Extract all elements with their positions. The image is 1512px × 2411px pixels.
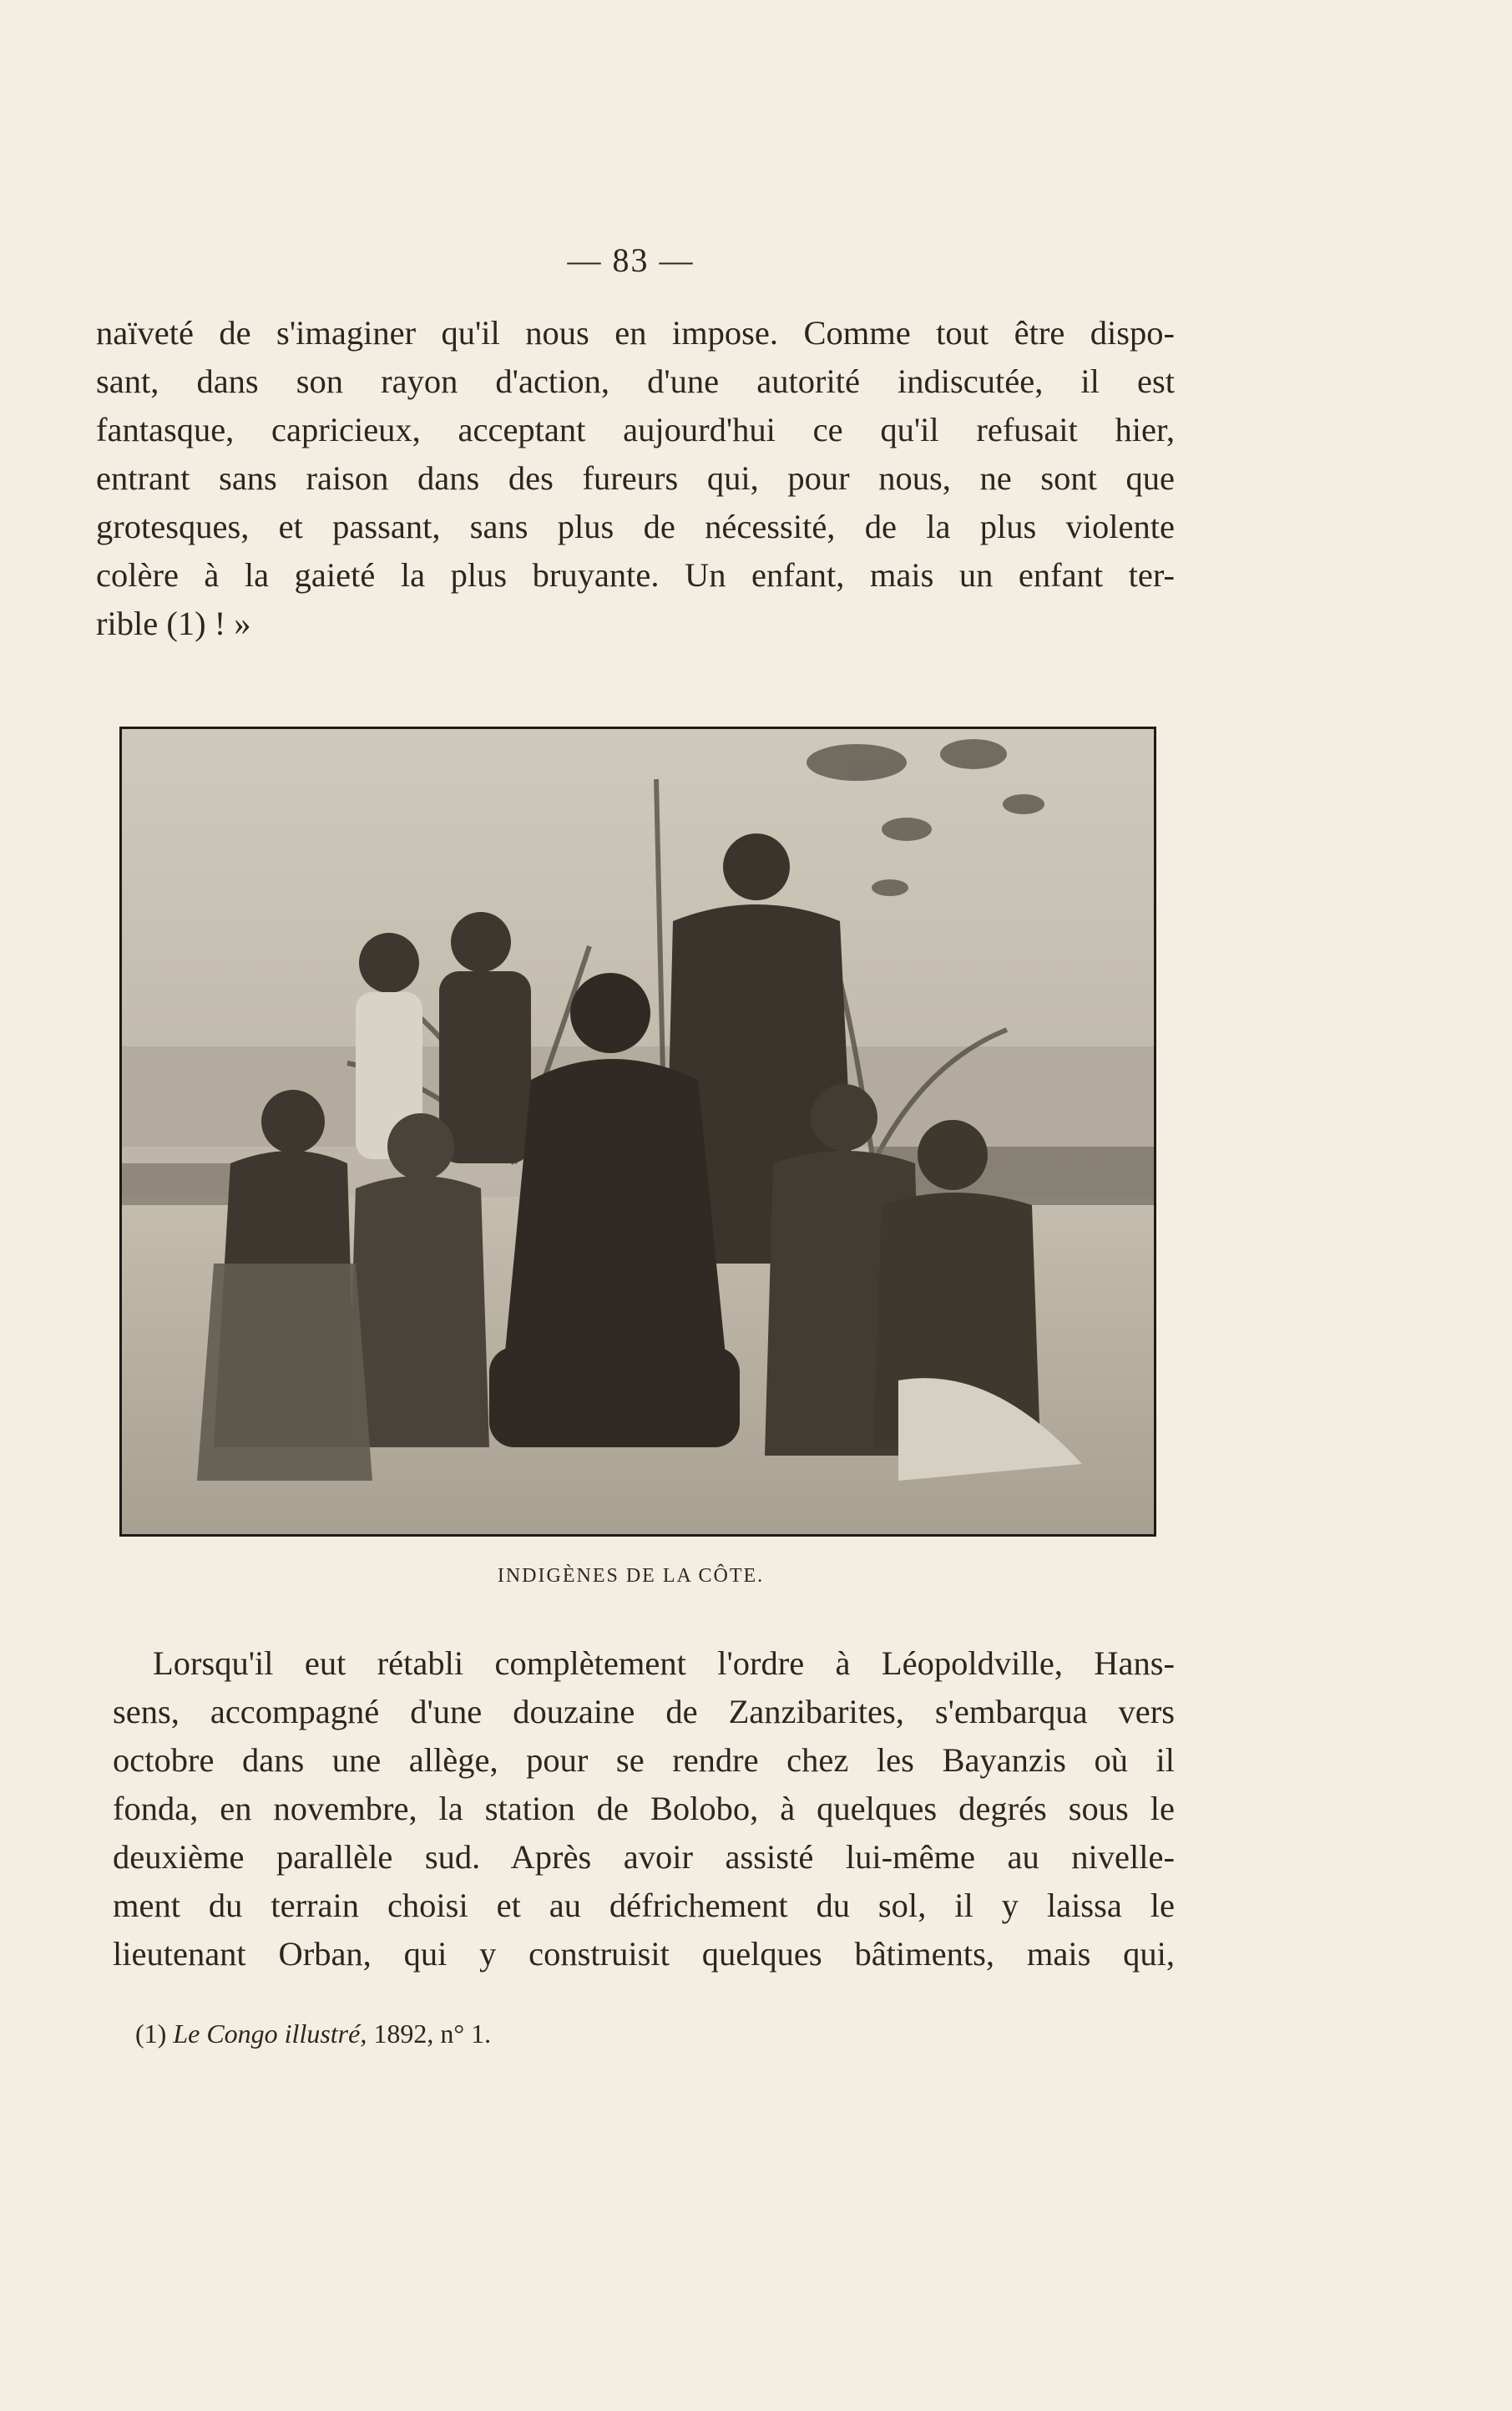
- text-line: octobre dans une allège, pour se rendre chez les Bayanzis où il: [113, 1741, 1175, 1779]
- page-number: — 83 —: [567, 241, 695, 279]
- text-line: entrant sans raison dans des fureurs qui, pour nous, ne sont que: [96, 459, 1175, 497]
- text-line: sens, accompagné d'une douzaine de Zanzibarites, s'embarqua vers: [113, 1693, 1175, 1730]
- footnote: [135, 2018, 491, 2049]
- photograph-illustration: [122, 729, 1154, 1534]
- text-line: lieutenant Orban, qui y construisit quelques bâtiments, mais qui,: [113, 1935, 1175, 1973]
- text-line: Lorsqu'il eut rétabli complètement l'ordre à Léopoldville, Hans-: [153, 1644, 1175, 1682]
- paragraph-top: [96, 309, 1175, 648]
- text-line: colère à la gaieté la plus bruyante. Un enfant, mais un enfant ter-: [96, 556, 1175, 594]
- text-line: grotesques, et passant, sans plus de nécessité, de la plus violente: [96, 508, 1175, 545]
- text-line: sant, dans son rayon d'action, d'une autorité indiscutée, il est: [96, 362, 1175, 400]
- text-line: rible (1) ! »: [96, 605, 251, 642]
- figure-caption: INDIGÈNES DE LA CÔTE.: [497, 1565, 765, 1587]
- text-line: deuxième parallèle sud. Après avoir assisté lui-même au nivelle-: [113, 1838, 1175, 1876]
- footnote-details: 1892, n° 1.: [373, 2018, 492, 2049]
- footnote-title: Le Congo illustré,: [173, 2018, 367, 2049]
- text-line: fantasque, capricieux, acceptant aujourd'hui ce qu'il refusait hier,: [96, 411, 1175, 448]
- paragraph-bottom: [113, 1639, 1175, 1978]
- footnote-marker: (1): [135, 2018, 167, 2049]
- text-line: fonda, en novembre, la station de Bolobo, à quelques degrés sous le: [113, 1790, 1175, 1827]
- photograph: [119, 727, 1156, 1537]
- text-line: naïveté de s'imaginer qu'il nous en impose. Comme tout être dispo-: [96, 314, 1175, 352]
- text-line: ment du terrain choisi et au défrichement du sol, il y laissa le: [113, 1887, 1175, 1924]
